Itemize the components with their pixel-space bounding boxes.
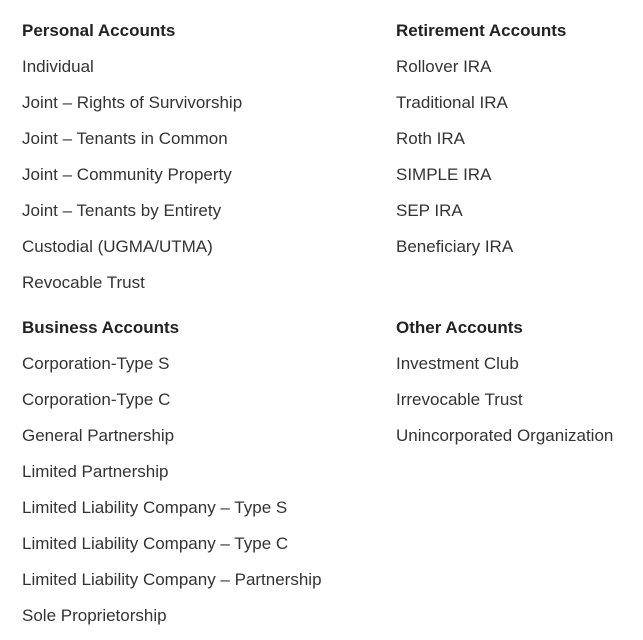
business-accounts-list [22,352,322,628]
list-item-irrevocable-trust: Irrevocable Trust [396,390,523,409]
list-item-custodial: Custodial (UGMA/UTMA) [22,237,213,256]
list-item-general-partnership: General Partnership [22,426,175,445]
personal-accounts-list [22,55,242,295]
list-item-llc-partnership: Limited Liability Company – Partnership [22,570,322,589]
list-item-roth-ira: Roth IRA [396,129,465,148]
list-item-limited-partnership: Limited Partnership [22,462,169,481]
list-item-revocable-trust: Revocable Trust [22,273,145,292]
list-item-unincorporated-organization: Unincorporated Organization [396,426,614,445]
list-item-joint-tenants-in-common: Joint – Tenants in Common [22,129,228,148]
list-item-simple-ira: SIMPLE IRA [396,165,492,184]
other-accounts-section [396,316,613,460]
list-item-traditional-ira: Traditional IRA [396,93,508,112]
retirement-accounts-list [396,55,566,259]
list-item-joint-community-property: Joint – Community Property [22,165,232,184]
list-item-joint-tenants-by-entirety: Joint – Tenants by Entirety [22,201,222,220]
list-item-llc-type-s: Limited Liability Company – Type S [22,498,288,517]
personal-accounts-heading: Personal Accounts [22,21,176,40]
list-item-rollover-ira: Rollover IRA [396,57,492,76]
list-item-corporation-type-s: Corporation-Type S [22,354,170,373]
retirement-accounts-heading: Retirement Accounts [396,21,567,40]
list-item-sole-proprietorship: Sole Proprietorship [22,606,167,625]
business-accounts-section [22,316,322,640]
list-item-joint-rights-of-survivorship: Joint – Rights of Survivorship [22,93,243,112]
retirement-accounts-section [396,19,566,271]
other-accounts-list [396,352,613,448]
list-item-llc-type-c: Limited Liability Company – Type C [22,534,289,553]
personal-accounts-section [22,19,242,307]
list-item-individual: Individual [22,57,94,76]
list-item-beneficiary-ira: Beneficiary IRA [396,237,514,256]
business-accounts-heading: Business Accounts [22,318,180,337]
other-accounts-heading: Other Accounts [396,318,523,337]
list-item-sep-ira: SEP IRA [396,201,463,220]
list-item-investment-club: Investment Club [396,354,519,373]
list-item-corporation-type-c: Corporation-Type C [22,390,171,409]
